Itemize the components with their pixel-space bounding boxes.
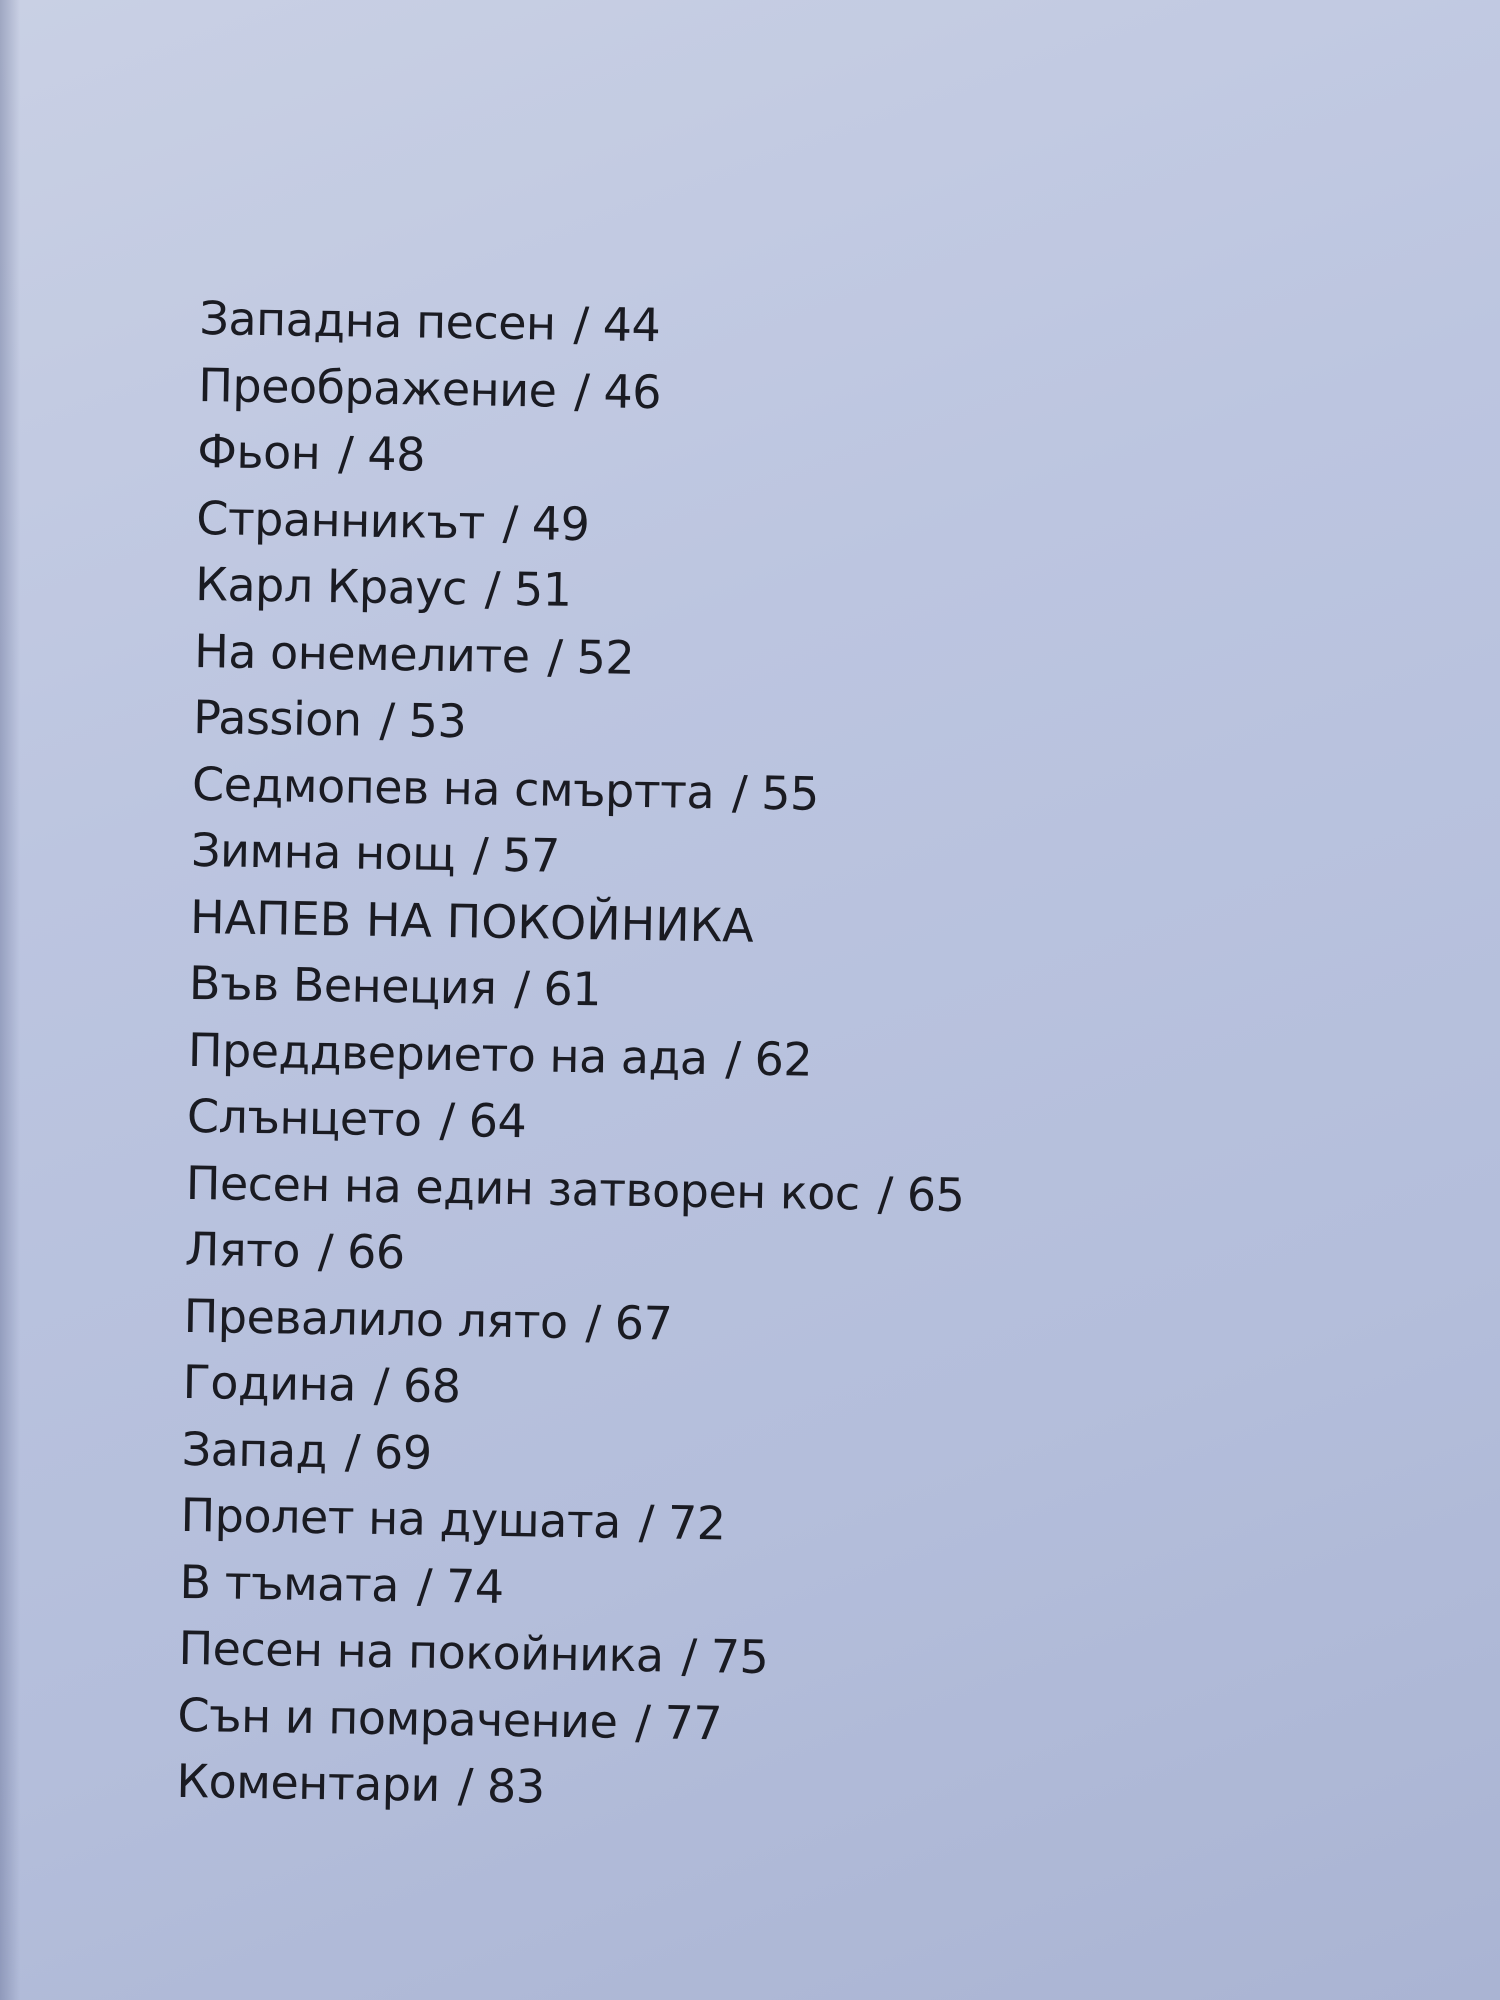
toc-entry-title: Фьон (196, 423, 321, 480)
toc-entry-title: Лято (184, 1221, 301, 1278)
toc-entry-title: Пролет на душата (180, 1487, 622, 1549)
toc-entry-page: / 51 (484, 561, 572, 617)
toc-entry-page: / 64 (439, 1092, 527, 1149)
toc-entry-title: Седмопев на смъртта (191, 756, 715, 819)
toc-entry-title: Зимна нощ (190, 822, 456, 882)
toc-entry-page: / 46 (573, 363, 662, 419)
toc-entry-title: Запад (181, 1421, 328, 1478)
toc-entry-title: Година (182, 1354, 357, 1412)
toc-entry-page: / 52 (547, 629, 635, 685)
toc-entry-page: / 75 (681, 1628, 769, 1685)
toc-entry-page: / 44 (573, 296, 661, 353)
toc-entry-page: / 67 (585, 1294, 673, 1351)
toc-entry-title: Преображение (198, 357, 557, 418)
toc-entry-page: / 53 (379, 692, 467, 749)
toc-entry-page: / 65 (877, 1166, 965, 1222)
toc-entry-title: Коментари (176, 1753, 441, 1812)
toc-entry-title: Преддверието на ада (187, 1022, 708, 1085)
toc-entry-title: Passion (192, 689, 362, 747)
toc-entry-page: / 48 (337, 426, 426, 482)
toc-entry-title: На онемелите (193, 623, 530, 683)
toc-entry-title: Карл Краус (194, 556, 468, 616)
toc-entry-page: / 83 (457, 1758, 546, 1814)
toc-entry-page: / 57 (472, 827, 561, 883)
toc-entry-page: / 74 (416, 1558, 505, 1614)
table-of-contents (176, 285, 1400, 1833)
toc-entry-page: / 68 (373, 1357, 461, 1414)
toc-entry-page: / 61 (513, 961, 602, 1017)
toc-entry-page: / 77 (634, 1694, 723, 1750)
toc-entry-page: / 49 (502, 495, 590, 551)
toc-entry-title: В тъмата (179, 1554, 400, 1612)
toc-entry-title: Странникът (195, 490, 486, 549)
toc-entry-page: / 62 (725, 1030, 813, 1087)
toc-entry-title: Във Венеция (188, 955, 497, 1015)
toc-entry-title: Западна песен (199, 290, 557, 351)
toc-entry-page: / 69 (344, 1423, 433, 1480)
toc-entry-page: / 72 (638, 1495, 726, 1551)
toc-entry-title: Песен на един затворен кос (185, 1155, 861, 1220)
toc-entry-title: Сън и помрачение (177, 1687, 618, 1749)
toc-entry-title: Песен на покойника (178, 1620, 665, 1683)
toc-entry-title: Слънцето (186, 1088, 422, 1147)
page-edge-shadow (0, 0, 20, 2000)
section-heading: НАПЕВ НА ПОКОЙНИКА (189, 889, 755, 953)
toc-entry-title: Превалило лято (183, 1288, 569, 1349)
toc-entry-page: / 66 (317, 1223, 406, 1280)
toc-entry-page: / 55 (731, 764, 820, 821)
